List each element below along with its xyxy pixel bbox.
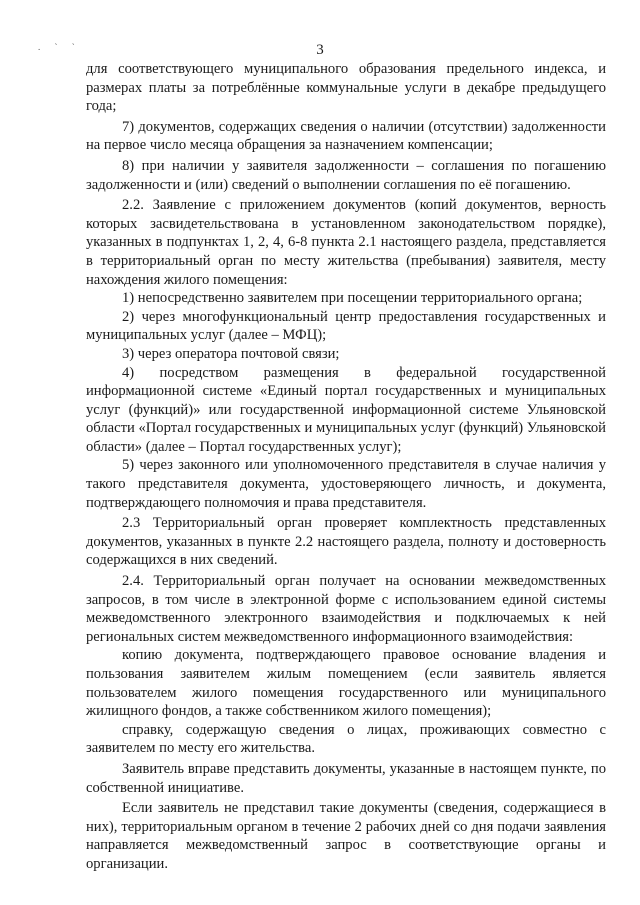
paragraph-item-8: 8) при наличии у заявителя задолженности – соглашения по погашению задолженности и (или) сведений о выполнении соглашения по её погашению. [86, 157, 606, 193]
paragraph-method-1: 1) непосредственно заявителем при посещении территориального органа; [122, 290, 583, 307]
paragraph-continuation: для соответствующего муниципального образования предельного индекса, и размерах платы за потреблённые коммунальные услуги в декабре предыдущего года; [86, 61, 606, 115]
paragraph-own-initiative: Заявитель вправе представить документы, указанные в настоящем пункте, по собственной инициативе. [86, 760, 606, 796]
paragraph-item-7: 7) документов, содержащих сведения о наличии (отсутствии) задолженности на первое число месяца обращения за назначением компенсации; [86, 118, 606, 154]
paragraph-section-2-2: 2.2. Заявление с приложением документов (копий документов, верность которых засвидетельствована в установленном законодательством порядке), указанных в подпунктах 1, 2, 4, 6-8 пункта 2.1 настоящего раздела, представляется в территориальный орган по месту жительства (пребывания) заявителя, месту нахождения жилого помещения: [86, 197, 606, 288]
paragraph-method-3: 3) через оператора почтовой связи; [122, 345, 340, 362]
paragraph-document-copy: копию документа, подтверждающего правовое основание владения и пользования заявителем жилым помещением (если заявитель является пользователем жилого помещения государственного или муниципального жилищного фондов, а также собственником жилого помещения); [86, 647, 606, 720]
scan-marks: . ` ` [38, 42, 81, 52]
paragraph-section-2-3: 2.3 Территориальный орган проверяет комплектность представленных документов, указанных в пункте 2.2 настоящего раздела, полноту и достоверность содержащихся в них сведений. [86, 515, 606, 569]
paragraph-method-2: 2) через многофункциональный центр предоставления государственных и муниципальных услуг (далее – МФЦ); [86, 308, 606, 344]
document-body [86, 60, 606, 874]
paragraph-method-5: 5) через законного или уполномоченного представителя в случае наличия у такого представителя документа, удостоверяющего личность, и документа, подтверждающего полномочия и права представителя. [86, 457, 606, 511]
paragraph-method-4: 4) посредством размещения в федеральной государственной информационной системе «Единый портал государственных и муниципальных услуг (функций)» или государственной информационной системе Ульяновской области «Портал государственных и муниципальных услуг (функций) Ульяновской области» (далее – Портал государственных услуг); [86, 364, 606, 455]
paragraph-section-2-4: 2.4. Территориальный орган получает на основании межведомственных запросов, в том числе в электронной форме с использованием единой системы межведомственного электронного взаимодействия и подключаемых к ней региональных систем межведомственного информационного взаимодействия: [86, 573, 606, 645]
page-number: 3 [316, 42, 324, 58]
paragraph-interagency-request: Если заявитель не представил такие документы (сведения, содержащиеся в них), территориальным органом в течение 2 рабочих дней со дня подачи заявления направляется межведомственный запрос в соответствующие органы и организации. [86, 800, 606, 872]
paragraph-residence-certificate: справку, содержащую сведения о лицах, проживающих совместно с заявителем по месту его жительства. [86, 721, 606, 757]
